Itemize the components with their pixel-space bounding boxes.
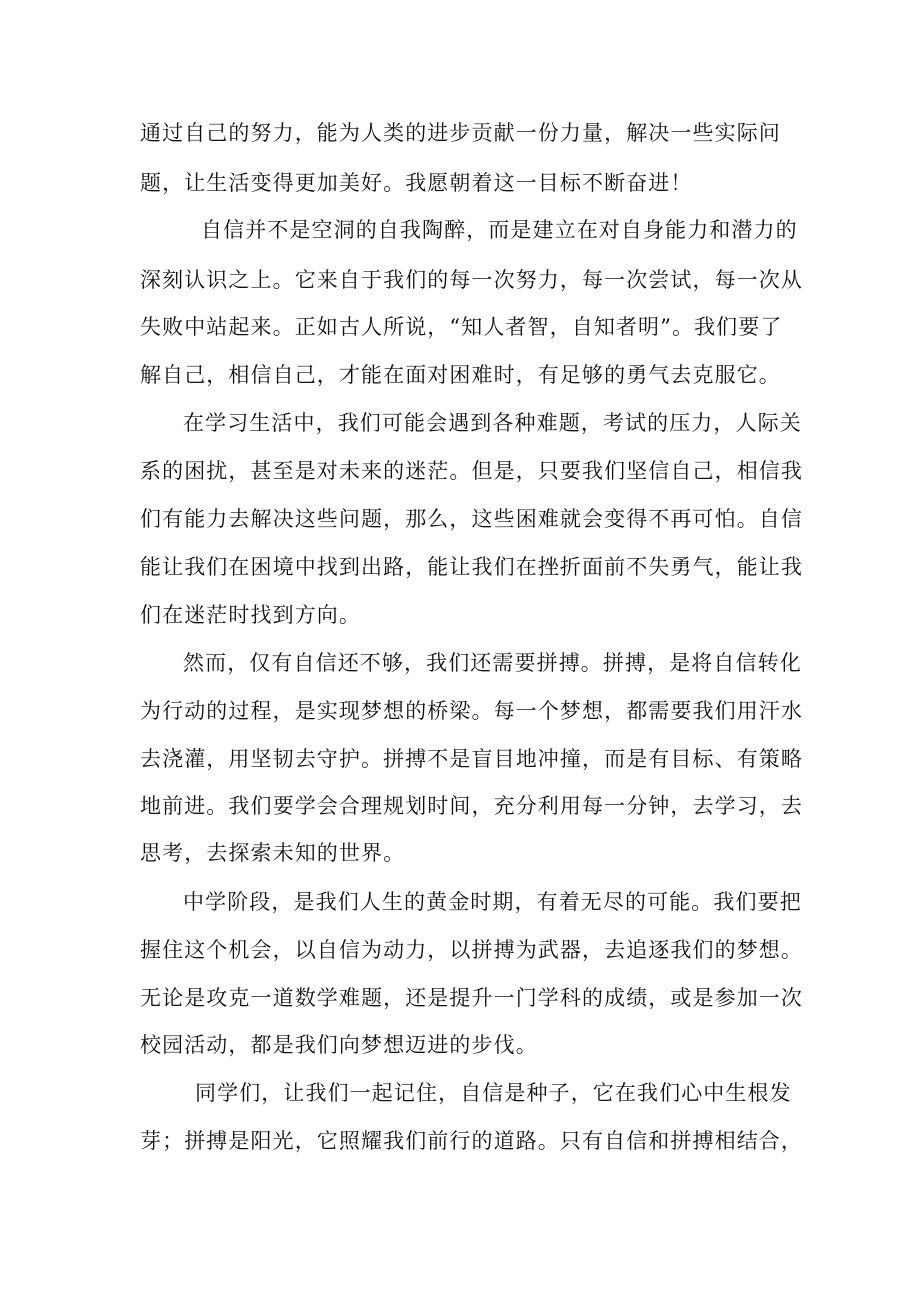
text-line: 通过自己的努力，能为人类的进步贡献一份力量，解决一些实际问 [140, 121, 781, 145]
text-line: 深刻认识之上。它来自于我们的每一次努力，每一次尝试，每一次从 [140, 268, 803, 292]
text-line: 能让我们在困境中找到出路，能让我们在挫折面前不失勇气，能让我 [140, 555, 803, 579]
paragraph-first-line: 中学阶段，是我们人生的黄金时期，有着无尽的可能。我们要把 [183, 890, 802, 914]
text-line: 们在迷茫时找到方向。 [140, 603, 361, 627]
text-line: 解自己，相信自己，才能在面对困难时，有足够的勇气去克服它。 [140, 363, 781, 387]
text-line: 无论是攻克一道数学难题，还是提升一门学科的成绩，或是参加一次 [140, 986, 803, 1010]
text-line: 系的困扰，甚至是对未来的迷茫。但是，只要我们坚信自己，相信我 [140, 459, 803, 483]
paragraph-first-line: 自信并不是空洞的自我陶醉，而是建立在对自身能力和潜力的 [201, 218, 798, 242]
text-line: 失败中站起来。正如古人所说，“知人者智，自知者明”。我们要了 [140, 315, 783, 339]
text-line: 地前进。我们要学会合理规划时间，充分利用每一分钟，去学习，去 [140, 794, 803, 818]
paragraph-first-line: 同学们，让我们一起记住，自信是种子，它在我们心中生根发 [195, 1081, 792, 1105]
text-line: 题，让生活变得更加美好。我愿朝着这一目标不断奋进！ [140, 171, 693, 195]
text-line: 思考，去探索未知的世界。 [140, 841, 406, 865]
text-line: 去浇灌，用坚韧去守护。拼搏不是盲目地冲撞，而是有目标、有策略 [140, 747, 803, 771]
paragraph-first-line: 在学习生活中，我们可能会遇到各种难题，考试的压力，人际关 [183, 411, 802, 435]
text-line: 校园活动，都是我们向梦想迈进的步伐。 [140, 1033, 538, 1057]
paragraph-first-line: 然而，仅有自信还不够，我们还需要拼搏。拼搏，是将自信转化 [183, 651, 802, 675]
text-line: 们有能力去解决这些问题，那么，这些困难就会变得不再可怕。自信 [140, 507, 803, 531]
text-line: 芽；拼搏是阳光，它照耀我们前行的道路。只有自信和拼搏相结合， [140, 1129, 803, 1153]
text-line: 握住这个机会，以自信为动力，以拼搏为武器，去追逐我们的梦想。 [140, 938, 803, 962]
text-line: 为行动的过程，是实现梦想的桥梁。每一个梦想，都需要我们用汗水 [140, 699, 803, 723]
